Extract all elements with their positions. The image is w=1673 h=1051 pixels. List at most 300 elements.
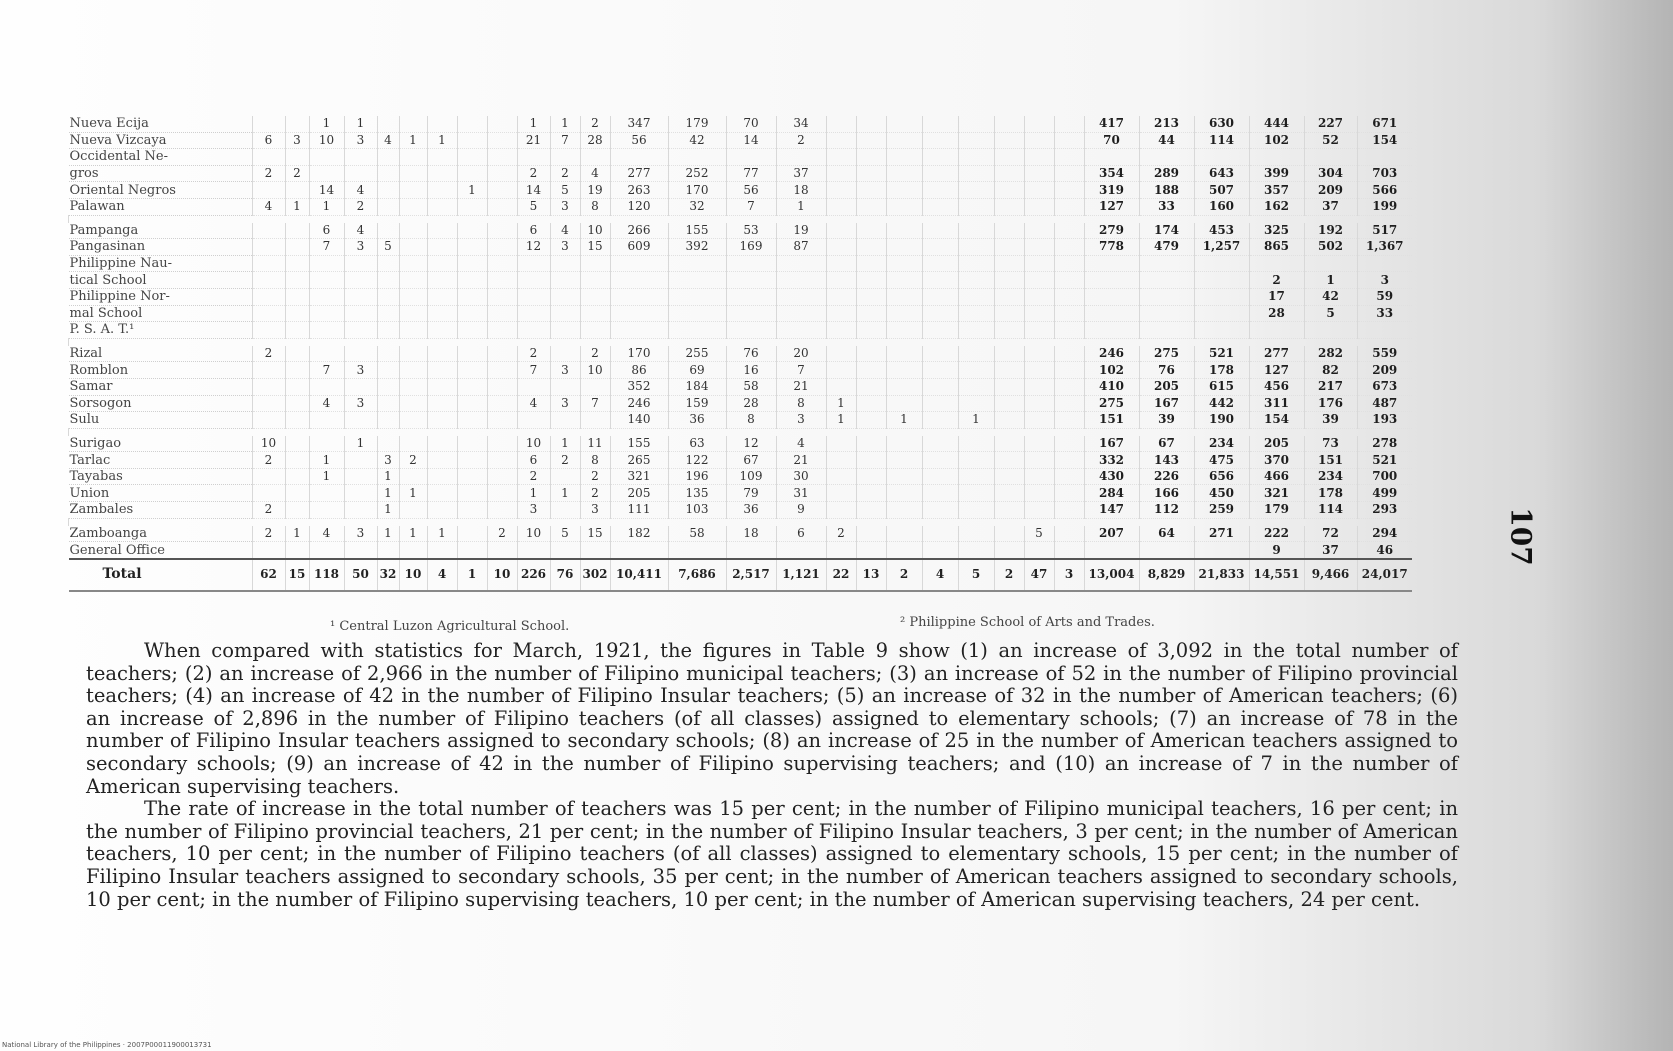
table-cell [826, 362, 856, 379]
table-cell: 182 [610, 526, 668, 542]
table-cell: 2 [252, 526, 285, 542]
table-cell: 31 [776, 485, 826, 502]
table-cell [377, 436, 399, 452]
table-cell [826, 485, 856, 502]
table-cell: 4 [344, 182, 377, 199]
table-cell [427, 362, 457, 379]
table-cell: 167 [1084, 436, 1139, 452]
table-cell: 179 [1249, 502, 1304, 519]
table-cell [922, 485, 958, 502]
table-cell: 4 [550, 223, 580, 239]
table-cell [344, 165, 377, 182]
table-cell: 122 [668, 452, 726, 469]
table-cell [1054, 305, 1084, 322]
table-cell [344, 288, 377, 305]
table-cell: 62 [252, 559, 285, 591]
table-cell: 2 [252, 502, 285, 519]
table-cell: 12 [517, 239, 550, 256]
table-cell [1024, 198, 1054, 215]
table-cell: 135 [668, 485, 726, 502]
table-cell: 5 [517, 198, 550, 215]
table-row [69, 526, 1413, 542]
table-cell [1054, 182, 1084, 199]
table-cell [1194, 542, 1249, 559]
table-cell [1024, 239, 1054, 256]
table-cell [1194, 288, 1249, 305]
table-cell: 102 [1249, 132, 1304, 149]
table-cell [517, 288, 550, 305]
table-cell [252, 485, 285, 502]
table-cell: 209 [1357, 362, 1412, 379]
table-cell: 1 [309, 116, 344, 132]
footnote-1: ¹ Central Luzon Agricultural School. [330, 619, 570, 634]
table-cell [487, 272, 517, 289]
table-cell [826, 288, 856, 305]
table-cell: 154 [1249, 412, 1304, 429]
table-cell: 70 [1084, 132, 1139, 149]
province-name: Oriental Negros [69, 182, 253, 199]
table-cell: 319 [1084, 182, 1139, 199]
table-cell [487, 149, 517, 166]
table-cell: 502 [1304, 239, 1357, 256]
table-cell: 15 [285, 559, 309, 591]
province-name: Zamboanga [69, 526, 253, 542]
table-cell: 615 [1194, 378, 1249, 395]
table-cell: 4 [580, 165, 610, 182]
province-name: Sulu [69, 412, 253, 429]
province-name: Samar [69, 378, 253, 395]
table-cell: 193 [1357, 412, 1412, 429]
table-row [69, 305, 1413, 322]
table-cell [922, 436, 958, 452]
table-cell [1084, 542, 1139, 559]
table-cell [922, 223, 958, 239]
table-cell: 8 [580, 198, 610, 215]
table-cell: 275 [1139, 346, 1194, 362]
table-cell [309, 436, 344, 452]
table-cell [1054, 198, 1084, 215]
table-cell [309, 165, 344, 182]
table-cell [726, 542, 776, 559]
table-cell [856, 116, 886, 132]
table-cell: 289 [1139, 165, 1194, 182]
table-cell [285, 272, 309, 289]
table-cell [377, 255, 399, 272]
table-cell: 207 [1084, 526, 1139, 542]
table-cell [994, 116, 1024, 132]
table-cell [726, 305, 776, 322]
province-name: Philippine Nor- [69, 288, 253, 305]
table-cell: 4 [517, 395, 550, 412]
table-cell: 32 [668, 198, 726, 215]
table-cell: 3 [344, 239, 377, 256]
table-cell: 3 [1054, 559, 1084, 591]
table-cell [922, 198, 958, 215]
table-cell [344, 346, 377, 362]
table-cell [856, 239, 886, 256]
table-cell [399, 239, 427, 256]
table-cell [886, 132, 922, 149]
table-cell [457, 378, 487, 395]
spacer-cell [69, 215, 1413, 223]
table-cell: 10 [487, 559, 517, 591]
table-cell: 109 [726, 468, 776, 485]
table-cell: 302 [580, 559, 610, 591]
table-cell [886, 322, 922, 339]
table-row [69, 322, 1413, 339]
table-cell: 222 [1249, 526, 1304, 542]
teachers-statistics-table [68, 116, 1412, 592]
table-row [69, 198, 1413, 215]
table-cell [856, 485, 886, 502]
table-cell [668, 149, 726, 166]
table-cell: 37 [776, 165, 826, 182]
table-cell: 14,551 [1249, 559, 1304, 591]
table-cell: 69 [668, 362, 726, 379]
table-cell [994, 346, 1024, 362]
table-cell [399, 542, 427, 559]
table-cell [344, 305, 377, 322]
table-cell: 778 [1084, 239, 1139, 256]
table-cell [856, 502, 886, 519]
table-cell [487, 468, 517, 485]
table-cell [399, 223, 427, 239]
table-cell: 252 [668, 165, 726, 182]
table-cell [377, 165, 399, 182]
table-cell: 114 [1304, 502, 1357, 519]
table-cell [886, 182, 922, 199]
table-cell: 703 [1357, 165, 1412, 182]
table-cell [826, 378, 856, 395]
table-cell [427, 436, 457, 452]
table-cell: 10 [517, 526, 550, 542]
table-cell: 114 [1194, 132, 1249, 149]
table-cell: 1 [377, 526, 399, 542]
table-cell: 10 [517, 436, 550, 452]
table-cell: 18 [726, 526, 776, 542]
table-cell [427, 502, 457, 519]
table-cell [668, 272, 726, 289]
table-cell: 1 [309, 198, 344, 215]
table-cell: 103 [668, 502, 726, 519]
table-cell [309, 346, 344, 362]
table-cell [726, 288, 776, 305]
table-cell [285, 542, 309, 559]
total-row [69, 559, 1413, 591]
table-cell: 155 [668, 223, 726, 239]
table-cell: 246 [1084, 346, 1139, 362]
table-cell [580, 272, 610, 289]
table-cell: 3 [550, 239, 580, 256]
table-cell [886, 255, 922, 272]
table-cell: 7 [309, 362, 344, 379]
table-cell: 2 [580, 346, 610, 362]
table-cell [826, 198, 856, 215]
table-cell: 50 [344, 559, 377, 591]
table-cell [886, 272, 922, 289]
table-cell: 1 [457, 559, 487, 591]
table-cell [344, 452, 377, 469]
table-cell: 7 [309, 239, 344, 256]
table-cell [457, 322, 487, 339]
table-cell [1054, 223, 1084, 239]
table-cell [309, 272, 344, 289]
table-cell [1084, 305, 1139, 322]
table-cell [377, 378, 399, 395]
table-cell: 1,257 [1194, 239, 1249, 256]
table-cell: 444 [1249, 116, 1304, 132]
table-cell [1194, 255, 1249, 272]
table-cell [550, 272, 580, 289]
table-cell: 234 [1304, 468, 1357, 485]
table-cell: 3 [776, 412, 826, 429]
table-cell [309, 412, 344, 429]
table-cell [886, 223, 922, 239]
table-cell [668, 305, 726, 322]
table-cell [377, 322, 399, 339]
table-cell [922, 165, 958, 182]
table-row [69, 485, 1413, 502]
table-cell [958, 182, 994, 199]
table-cell [610, 272, 668, 289]
table-cell: 166 [1139, 485, 1194, 502]
table-cell [994, 452, 1024, 469]
province-name: Tarlac [69, 452, 253, 469]
table-cell [994, 165, 1024, 182]
table-cell: 192 [1304, 223, 1357, 239]
table-cell: 8 [776, 395, 826, 412]
table-cell: 1 [344, 116, 377, 132]
table-cell [252, 468, 285, 485]
table-cell: 12 [726, 436, 776, 452]
table-cell [776, 288, 826, 305]
table-cell: 127 [1249, 362, 1304, 379]
table-cell [399, 182, 427, 199]
table-cell [958, 149, 994, 166]
table-cell [1139, 255, 1194, 272]
table-cell [856, 255, 886, 272]
table-cell: 21 [776, 378, 826, 395]
table-cell: 155 [610, 436, 668, 452]
table-cell [1024, 468, 1054, 485]
table-cell: 1,367 [1357, 239, 1412, 256]
table-cell [580, 288, 610, 305]
table-cell [1024, 542, 1054, 559]
table-cell [886, 305, 922, 322]
table-cell [285, 452, 309, 469]
table-cell: 111 [610, 502, 668, 519]
table-cell: 14 [309, 182, 344, 199]
table-cell [886, 362, 922, 379]
table-cell [1139, 305, 1194, 322]
table-row [69, 132, 1413, 149]
table-cell [1024, 502, 1054, 519]
table-cell: 3 [550, 395, 580, 412]
table-cell [550, 322, 580, 339]
table-cell [399, 502, 427, 519]
table-cell: 167 [1139, 395, 1194, 412]
table-cell: 169 [726, 239, 776, 256]
table-cell [776, 149, 826, 166]
table-cell: 4 [309, 395, 344, 412]
table-cell [958, 436, 994, 452]
table-cell [1249, 322, 1304, 339]
table-cell: 178 [1304, 485, 1357, 502]
table-cell [1054, 149, 1084, 166]
table-cell: 2 [399, 452, 427, 469]
table-cell: 72 [1304, 526, 1357, 542]
table-cell [856, 542, 886, 559]
table-cell: 63 [668, 436, 726, 452]
table-cell [252, 239, 285, 256]
table-cell: 213 [1139, 116, 1194, 132]
table-cell [826, 239, 856, 256]
table-cell: 8,829 [1139, 559, 1194, 591]
table-cell [580, 378, 610, 395]
table-cell: 162 [1249, 198, 1304, 215]
table-cell [886, 468, 922, 485]
table-cell [958, 362, 994, 379]
table-cell: 140 [610, 412, 668, 429]
table-cell: 7 [726, 198, 776, 215]
table-cell [886, 198, 922, 215]
table-row [69, 502, 1413, 519]
table-cell: 67 [1139, 436, 1194, 452]
table-cell [252, 149, 285, 166]
table-cell [487, 436, 517, 452]
table-cell: 234 [1194, 436, 1249, 452]
table-cell [517, 149, 550, 166]
table-cell [610, 288, 668, 305]
table-cell: 521 [1194, 346, 1249, 362]
table-cell [726, 322, 776, 339]
province-name: Surigao [69, 436, 253, 452]
table-row [69, 412, 1413, 429]
table-cell [457, 485, 487, 502]
table-cell [856, 436, 886, 452]
table-cell: 6 [252, 132, 285, 149]
table-cell [1024, 378, 1054, 395]
table-cell [457, 223, 487, 239]
table-cell: 196 [668, 468, 726, 485]
table-cell [994, 223, 1024, 239]
table-cell [886, 485, 922, 502]
table-cell [344, 322, 377, 339]
table-cell: 28 [1249, 305, 1304, 322]
table-cell: 3 [580, 502, 610, 519]
table-cell: 2 [826, 526, 856, 542]
table-row [69, 116, 1413, 132]
table-cell: 1 [550, 116, 580, 132]
table-row [69, 255, 1413, 272]
table-cell [309, 305, 344, 322]
province-name: Palawan [69, 198, 253, 215]
table-cell: 5 [377, 239, 399, 256]
table-cell [1084, 322, 1139, 339]
table-cell: 226 [1139, 468, 1194, 485]
table-cell: 6 [517, 452, 550, 469]
table-cell: 217 [1304, 378, 1357, 395]
table-cell [1084, 272, 1139, 289]
table-cell [994, 485, 1024, 502]
table-cell [487, 182, 517, 199]
table-cell [1054, 322, 1084, 339]
table-cell [285, 116, 309, 132]
table-cell: 52 [1304, 132, 1357, 149]
table-cell [994, 502, 1024, 519]
table-cell: 2 [550, 452, 580, 469]
table-cell: 325 [1249, 223, 1304, 239]
table-row [69, 288, 1413, 305]
row-spacer [69, 338, 1413, 346]
table-cell [1054, 116, 1084, 132]
table-cell [994, 239, 1024, 256]
table-cell: 347 [610, 116, 668, 132]
table-row [69, 223, 1413, 239]
table-cell [856, 182, 886, 199]
table-cell [826, 502, 856, 519]
table-cell: 13 [856, 559, 886, 591]
table-cell [344, 468, 377, 485]
table-cell: 321 [610, 468, 668, 485]
table-row [69, 346, 1413, 362]
table-cell: 21,833 [1194, 559, 1249, 591]
table-cell [377, 362, 399, 379]
table-cell [457, 149, 487, 166]
table-cell: 170 [610, 346, 668, 362]
table-cell: 18 [776, 182, 826, 199]
table-cell [487, 288, 517, 305]
table-cell: 311 [1249, 395, 1304, 412]
table-cell [377, 412, 399, 429]
table-row [69, 239, 1413, 256]
table-cell: 59 [1357, 288, 1412, 305]
table-cell: 58 [726, 378, 776, 395]
table-cell: 10 [580, 362, 610, 379]
table-cell [1084, 288, 1139, 305]
table-cell [1024, 305, 1054, 322]
table-cell [580, 305, 610, 322]
table-cell [285, 468, 309, 485]
table-cell: 4 [776, 436, 826, 452]
table-cell [1054, 395, 1084, 412]
table-cell: 10 [309, 132, 344, 149]
table-cell: 450 [1194, 485, 1249, 502]
table-cell: 3 [344, 395, 377, 412]
table-cell [399, 288, 427, 305]
table-cell [457, 305, 487, 322]
table-cell [856, 149, 886, 166]
table-cell: 2 [344, 198, 377, 215]
table-cell [668, 322, 726, 339]
province-name: Nueva Ecija [69, 116, 253, 132]
table-cell [994, 288, 1024, 305]
table-cell [922, 239, 958, 256]
table-cell: 255 [668, 346, 726, 362]
table-cell [285, 182, 309, 199]
table-cell: 147 [1084, 502, 1139, 519]
table-cell: 293 [1357, 502, 1412, 519]
table-cell: 7 [580, 395, 610, 412]
table-cell: 630 [1194, 116, 1249, 132]
table-cell [958, 255, 994, 272]
table-cell [958, 468, 994, 485]
table-cell [427, 272, 457, 289]
table-cell: 700 [1357, 468, 1412, 485]
table-cell [550, 346, 580, 362]
table-cell [726, 149, 776, 166]
table-cell: 9 [776, 502, 826, 519]
